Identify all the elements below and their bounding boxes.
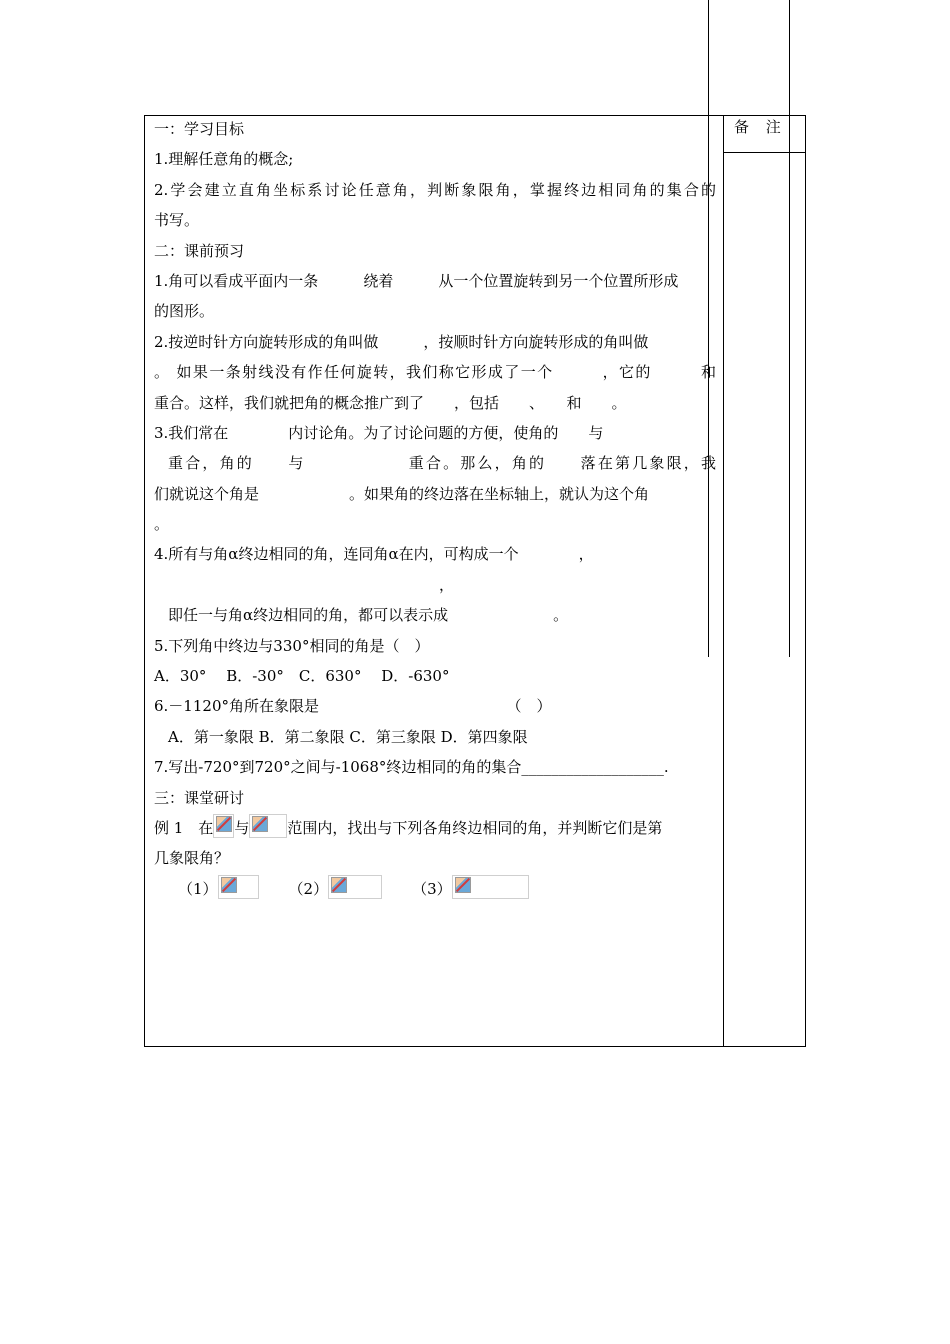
content-line: 1.理解任意角的概念; [154,150,294,169]
content-line: 4.所有与角α终边相同的角，连同角α在内，可构成一个 ， [154,545,594,564]
content-line [154,874,716,904]
top-frame-right-line [789,0,790,657]
content-line: 书写。 [154,211,200,230]
content-line: A．30° B．-30° C．630° D．-630° [154,667,450,686]
content-line: 。 如果一条射线没有作任何旋转，我们称它形成了一个 ，它的 和 [154,363,716,382]
remarks-header-border [723,152,806,153]
content-line: A．第一象限 B．第二象限 C．第三象限 D．第四象限 [168,727,528,746]
worksheet-content [154,114,716,904]
table-left-border [144,115,145,1047]
broken-image-icon [328,875,382,899]
column-divider [723,115,724,1047]
broken-image-icon [213,814,234,838]
remarks-header: 备 注 [734,118,787,136]
content-line: 重合。这样，我们就把角的概念推广到了 ，包括 、 和 。 [154,393,627,412]
broken-image-icon [452,875,529,899]
content-line: 二：课前预习 [154,241,245,260]
subitem-label: （3） [412,879,452,898]
example-middle: 与 [234,818,250,837]
content-line: 即任一与角α终边相同的角，都可以表示成 。 [168,606,569,625]
content-line [154,813,716,843]
content-line: 的图形。 [154,302,215,321]
broken-image-icon [218,875,259,899]
content-line: 们就说这个角是 。如果角的终边落在坐标轴上，就认为这个角 [154,484,650,503]
content-line: 3.我们常在 内讨论角。为了讨论问题的方便，使角的 与 [154,423,604,442]
subitem-label: （1） [178,879,218,898]
content-line: 一：学习目标 [154,120,245,138]
content-line: 6.－1120°角所在象限是 （ ） [154,697,552,716]
content-line: 2.学会建立直角坐标系讨论任意角，判断象限角，掌握终边相同角的集合的 [154,180,716,199]
broken-image-icon [249,814,287,838]
content-line: 5.下列角中终边与330°相同的角是（ ） [154,636,430,655]
table-right-border [805,115,806,1047]
content-line: 几象限角？ [154,849,230,868]
content-line: ， [154,575,455,594]
content-line: 三：课堂研讨 [154,788,245,807]
content-line: 2.按逆时针方向旋转形成的角叫做 ，按顺时针方向旋转形成的角叫做 [154,332,649,351]
subitem-label: （2） [288,879,329,898]
content-line: 重合，角的 与 重合。那么，角的 落在第几象限，我 [168,454,716,473]
content-line: 1.角可以看成平面内一条 绕着 从一个位置旋转到另一个位置所形成 [154,271,679,290]
example-suffix: 范围内，找出与下列各角终边相同的角，并判断它们是第 [287,818,663,837]
example-prefix: 例 1 在 [154,818,214,837]
content-line: 7.写出-720°到720°之间与-1068°终边相同的角的集合___________________. [154,758,669,777]
table-bottom-border [144,1046,806,1047]
content-line: 。 [154,515,170,534]
